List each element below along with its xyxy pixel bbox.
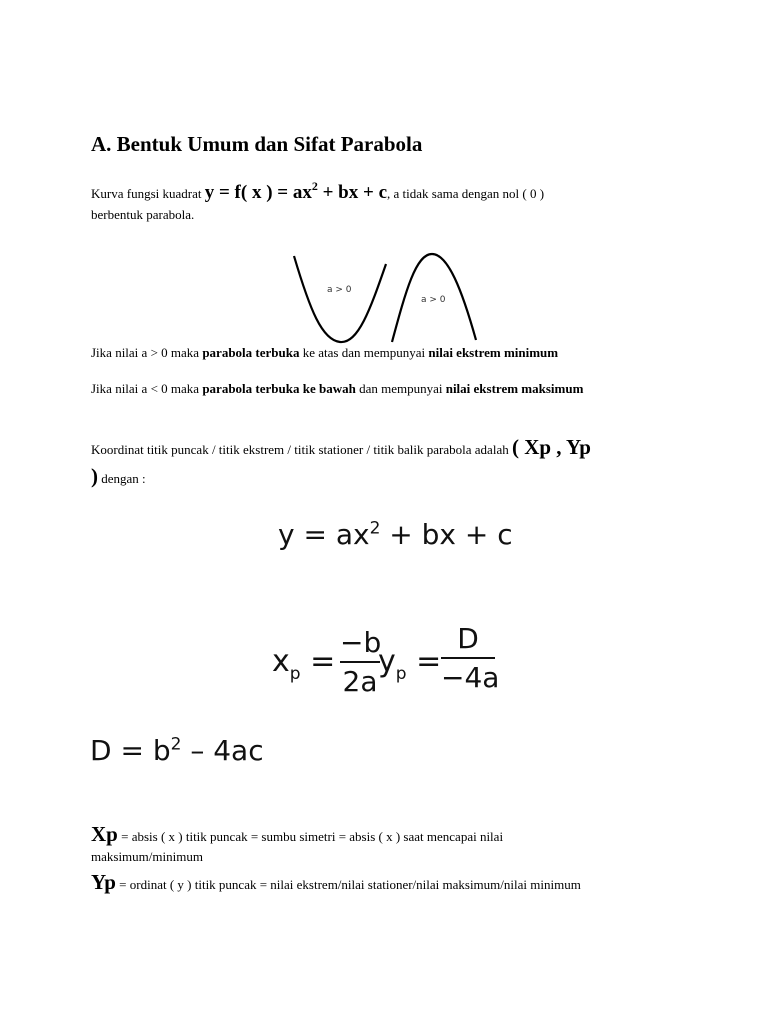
yp-fraction (441, 622, 500, 694)
xp-label: $x_p$ = (272, 644, 336, 684)
xp-definition: Xp = absis ( x ) titik puncak = sumbu simetri = absis ( x ) saat mencapai nilai maksimum/minimum (91, 822, 504, 864)
xp-numerator: −b (340, 626, 382, 659)
discriminant-equation: $D = b^2 - 4ac$ (90, 734, 264, 767)
condition-a-positive: Jika nilai a > 0 maka parabola terbuka ke atas dan mempunyai nilai ekstrem minimum (91, 345, 559, 360)
right-curve-label: a > 0 (421, 295, 446, 305)
intro-text: Kurva fungsi kuadrat (91, 186, 205, 201)
condition-a-negative: Jika nilai a < 0 maka parabola terbuka ke bawah dan mempunyai nilai ekstrem maksimum (91, 381, 584, 396)
xp-term: Xp (91, 822, 118, 846)
yp-definition: Yp = ordinat ( y ) titik puncak = nilai ekstrem/nilai stationer/nilai maksimum/nilai minimum (91, 870, 581, 894)
vertex-paragraph: Koordinat titik puncak / titik ekstrem / titik stationer / titik balik parabola adalah ( Xp , Yp ) dengan : (91, 435, 591, 488)
intro-condition: , a tidak sama dengan nol ( 0 ) (387, 186, 545, 201)
quadratic-formula: y = f( x ) = $ax^2$ + bx + c (204, 179, 388, 203)
equation-general-form: $y = ax^2$ + bx + c (278, 518, 513, 551)
yp-term: Yp (91, 870, 116, 894)
xp-denominator: 2a (342, 665, 378, 698)
parabola-open-up (294, 256, 386, 342)
intro-line2: berbentuk parabola. (91, 207, 195, 222)
yp-denominator: −4a (441, 661, 500, 694)
yp-label: $y_p$ = (378, 644, 442, 684)
yp-numerator: D (457, 622, 479, 655)
section-heading: A. Bentuk Umum dan Sifat Parabola (91, 132, 423, 156)
left-curve-label: a > 0 (327, 285, 352, 295)
parabola-figure (286, 250, 486, 346)
intro-paragraph (91, 176, 681, 225)
xp-fraction (340, 626, 380, 698)
